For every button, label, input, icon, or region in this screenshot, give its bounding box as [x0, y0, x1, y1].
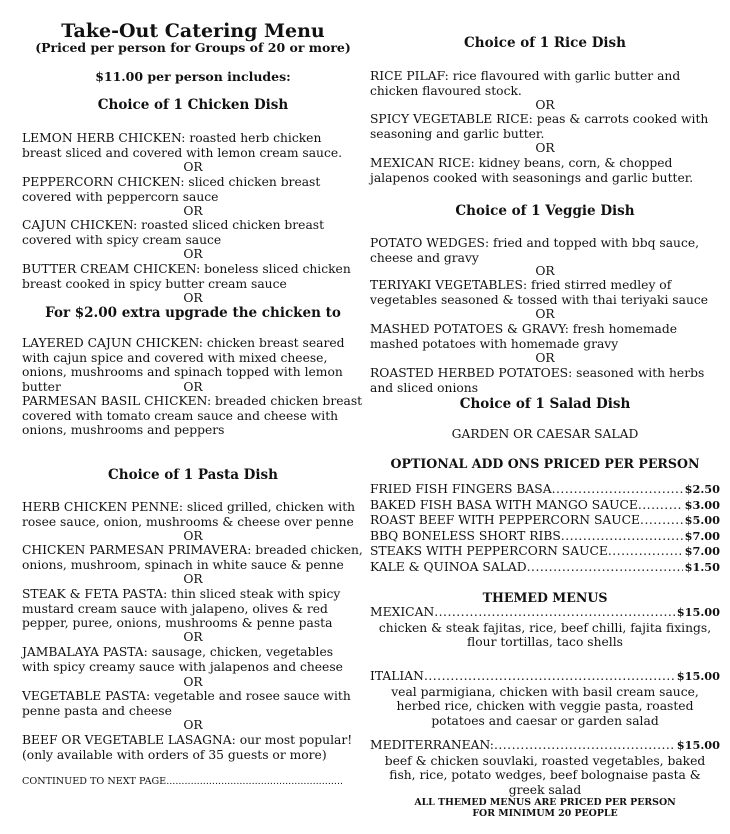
rice-heading: Choice of 1 Rice Dish	[464, 35, 626, 51]
addon-row	[370, 513, 720, 529]
addon-row	[370, 529, 720, 545]
themed-heading: THEMED MENUS	[482, 590, 608, 605]
or-divider: OR	[183, 380, 203, 394]
chicken-item: PEPPERCORN CHICKEN: sliced chicken breast covered with peppercorn sauce	[22, 175, 321, 204]
themed-price: $15.00	[676, 605, 720, 619]
or-divider: OR	[183, 160, 203, 174]
or-divider: OR	[535, 351, 555, 365]
themed-footer-line: ALL THEMED MENUS ARE PRICED PER PERSON	[414, 797, 676, 808]
addon-row	[370, 560, 720, 576]
upgrade-item: PARMESAN BASIL CHICKEN: breaded chicken breast covered with tomato cream sauce and cheese with onions, mushrooms and peppers	[22, 394, 363, 438]
or-divider: OR	[183, 675, 203, 689]
chicken-item: CAJUN CHICKEN: roasted sliced chicken breast covered with spicy cream sauce	[22, 218, 325, 247]
rice-item: RICE PILAF: rice flavoured with garlic butter and chicken flavoured stock.	[370, 69, 681, 98]
or-divider: OR	[535, 98, 555, 112]
veggie-item: TERIYAKI VEGETABLES: fried stirred medley of vegetables seasoned & tossed with thai teriyaki sauce	[370, 278, 709, 307]
menu-title: Take-Out Catering Menu	[61, 20, 325, 42]
addon-price: $7.00	[684, 528, 720, 543]
themed-row	[370, 738, 720, 754]
veggie-item: MASHED POTATOES & GRAVY: fresh homemade mashed potatoes with homemade gravy	[370, 322, 678, 351]
addons-list	[370, 482, 720, 575]
addons-heading: OPTIONAL ADD ONS PRICED PER PERSON	[390, 456, 700, 471]
chicken-item: BUTTER CREAM CHICKEN: boneless sliced chicken breast cooked in spicy butter cream sauce	[22, 262, 351, 291]
addon-price: $7.00	[684, 544, 720, 558]
upgrade-heading: For $2.00 extra upgrade the chicken to	[45, 305, 341, 321]
or-divider: OR	[183, 630, 203, 644]
pasta-item: VEGETABLE PASTA: vegetable and rosee sauce with penne pasta and cheese	[22, 689, 351, 718]
pasta-heading: Choice of 1 Pasta Dish	[108, 467, 278, 483]
or-divider: OR	[183, 529, 203, 543]
or-divider: OR	[183, 204, 203, 218]
veggie-item: ROASTED HERBED POTATOES: seasoned with herbs and sliced onions	[370, 366, 705, 395]
pasta-item: STEAK & FETA PASTA: thin sliced steak with spicy mustard cream sauce with jalapeno, olives & red pepper, puree, onions, mushrooms & penne pasta	[22, 587, 341, 631]
menu-subtitle: (Priced per person for Groups of 20 or more)	[35, 40, 351, 55]
addon-name: KALE & QUINOA SALAD	[370, 559, 527, 574]
addon-price: $3.00	[684, 497, 720, 512]
or-divider: OR	[183, 718, 203, 732]
themed-name: MEXICAN	[370, 605, 435, 619]
addon-row	[370, 544, 720, 560]
themed-row	[370, 605, 720, 621]
themed-desc: veal parmigiana, chicken with basil cream sauce, herbed rice, chicken with veggie pasta, roasted potatoes and caesar or garden salad	[391, 684, 699, 728]
rice-item: MEXICAN RICE: kidney beans, corn, & chopped jalapenos cooked with seasonings and garlic butter.	[370, 156, 694, 185]
or-divider: OR	[535, 141, 555, 155]
rice-item: SPICY VEGETABLE RICE: peas & carrots cooked with seasoning and garlic butter.	[370, 112, 709, 141]
addon-row	[370, 498, 720, 514]
addon-price: $5.00	[684, 513, 720, 527]
or-divider: OR	[535, 307, 555, 321]
themed-price: $15.00	[676, 738, 720, 752]
pasta-item: BEEF OR VEGETABLE LASAGNA: our most popular! (only available with orders of 35 guests or more)	[22, 733, 353, 762]
upgrade-item: LAYERED CAJUN CHICKEN: chicken breast seared with cajun spice and covered with mixed cheese, onions, mushrooms and spinach topped with lemon butter	[22, 336, 345, 394]
themed-menu-italian	[370, 669, 720, 728]
themed-footer-line: FOR MINIMUM 20 PEOPLE	[472, 808, 618, 819]
veggie-item: POTATO WEDGES: fried and topped with bbq sauce, cheese and gravy	[370, 236, 700, 265]
addon-price: $2.50	[684, 482, 720, 496]
addon-row	[370, 482, 720, 498]
addon-name: BBQ BONELESS SHORT RIBS	[370, 528, 561, 543]
salad-heading: Choice of 1 Salad Dish	[459, 396, 631, 412]
themed-footer	[370, 797, 720, 819]
price-per-person: $11.00 per person includes:	[95, 69, 291, 84]
pasta-item: CHICKEN PARMESAN PRIMAVERA: breaded chicken, onions, mushroom, spinach in white sauce & penne	[22, 543, 363, 572]
chicken-item: LEMON HERB CHICKEN: roasted herb chicken breast sliced and covered with lemon cream sauce.	[22, 131, 343, 160]
themed-desc: beef & chicken souvlaki, roasted vegetables, baked fish, rice, potato wedges, beef bolognaise pasta & greek salad	[384, 753, 706, 797]
themed-price: $15.00	[676, 669, 720, 683]
themed-name: ITALIAN	[370, 669, 424, 683]
addon-name: BAKED FISH BASA WITH MANGO SAUCE	[370, 497, 638, 512]
addon-name: ROAST BEEF WITH PEPPERCORN SAUCE	[370, 513, 641, 527]
themed-menu-mediterranean	[370, 738, 720, 797]
veggie-heading: Choice of 1 Veggie Dish	[455, 203, 635, 219]
themed-name: MEDITERRANEAN:	[370, 738, 494, 752]
or-divider: OR	[183, 572, 203, 586]
continued-note	[22, 776, 344, 787]
themed-desc: chicken & steak fajitas, rice, beef chilli, fajita fixings, flour tortillas, taco shells	[378, 620, 712, 650]
salad-text: GARDEN OR CAESAR SALAD	[451, 427, 639, 441]
addon-price: $1.50	[684, 559, 720, 574]
pasta-item: HERB CHICKEN PENNE: sliced grilled, chicken with rosee sauce, onion, mushrooms & cheese over penne	[22, 500, 356, 529]
addon-name: STEAKS WITH PEPPERCORN SAUCE	[370, 544, 608, 558]
continued-text: CONTINUED TO NEXT PAGE	[22, 776, 167, 787]
or-divider: OR	[183, 291, 203, 305]
themed-menu-mexican	[370, 605, 720, 650]
chicken-heading: Choice of 1 Chicken Dish	[97, 97, 289, 113]
or-divider: OR	[183, 247, 203, 261]
pasta-item: JAMBALAYA PASTA: sausage, chicken, vegetables with spicy creamy sauce with jalapenos and cheese	[22, 645, 343, 674]
or-divider: OR	[535, 264, 555, 278]
addon-name: FRIED FISH FINGERS BASA	[370, 482, 552, 496]
themed-row	[370, 669, 720, 685]
